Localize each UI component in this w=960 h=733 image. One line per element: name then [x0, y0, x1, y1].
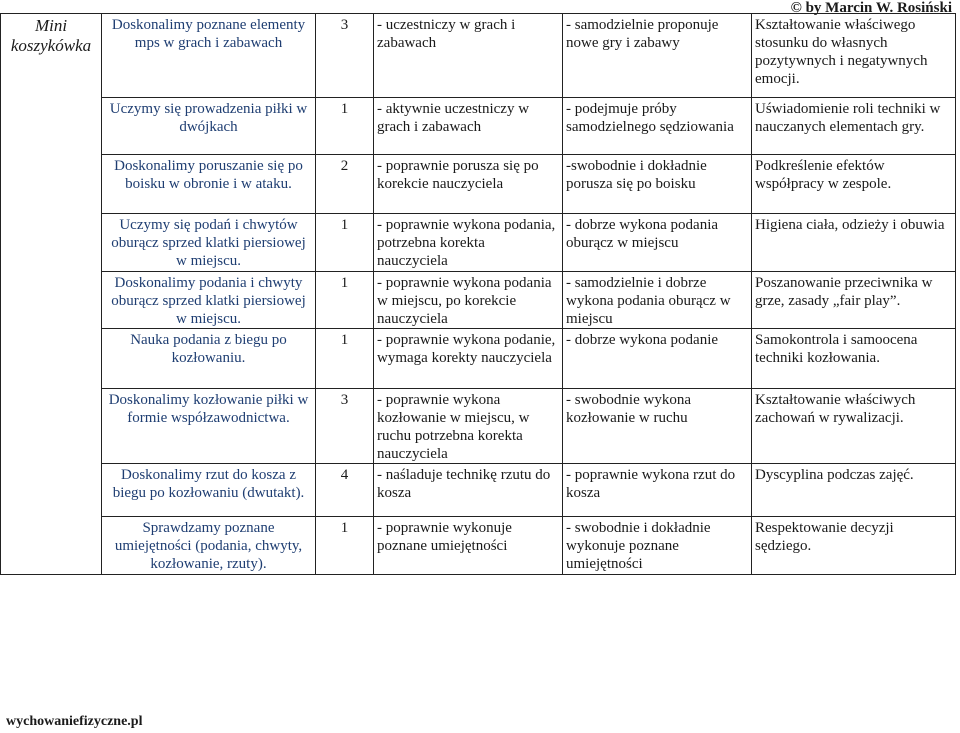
attitude-goals: Respektowanie decyzji sędziego.	[752, 517, 956, 575]
lesson-hours: 1	[316, 98, 374, 155]
basic-requirements: - poprawnie wykonuje poznane umiejętności	[374, 517, 563, 575]
lesson-topic: Doskonalimy kozłowanie piłki w formie współzawodnictwa.	[102, 389, 316, 464]
basic-requirements: - poprawnie wykona podanie, wymaga korekty nauczyciela	[374, 329, 563, 389]
lesson-topic: Doskonalimy poruszanie się po boisku w obronie i w ataku.	[102, 155, 316, 214]
extended-requirements: - samodzielnie i dobrze wykona podania oburącz w miejscu	[563, 272, 752, 329]
lesson-hours: 3	[316, 389, 374, 464]
module-name: Mini koszykówka	[1, 14, 102, 575]
lesson-hours: 1	[316, 272, 374, 329]
table-row	[1, 155, 956, 214]
basic-requirements: - poprawnie wykona podania, potrzebna korekta nauczyciela	[374, 214, 563, 272]
extended-requirements: - poprawnie wykona rzut do kosza	[563, 464, 752, 517]
extended-requirements: - dobrze wykona podanie	[563, 329, 752, 389]
author-credit: © by Marcin W. Rosiński	[790, 0, 952, 16]
basic-requirements: - poprawnie wykona podania w miejscu, po korekcie nauczyciela	[374, 272, 563, 329]
lesson-topic: Doskonalimy poznane elementy mps w grach i zabawach	[102, 14, 316, 98]
table-row	[1, 389, 956, 464]
extended-requirements: - samodzielnie proponuje nowe gry i zabawy	[563, 14, 752, 98]
lesson-plan-table	[0, 13, 956, 575]
table-row	[1, 517, 956, 575]
table-row	[1, 464, 956, 517]
attitude-goals: Kształtowanie właściwych zachowań w rywalizacji.	[752, 389, 956, 464]
lesson-topic: Uczymy się prowadzenia piłki w dwójkach	[102, 98, 316, 155]
basic-requirements: - uczestniczy w grach i zabawach	[374, 14, 563, 98]
lesson-hours: 1	[316, 517, 374, 575]
table-row	[1, 14, 956, 98]
lesson-hours: 4	[316, 464, 374, 517]
lesson-hours: 2	[316, 155, 374, 214]
lesson-hours: 1	[316, 214, 374, 272]
basic-requirements: - aktywnie uczestniczy w grach i zabawach	[374, 98, 563, 155]
lesson-hours: 3	[316, 14, 374, 98]
attitude-goals: Kształtowanie właściwego stosunku do własnych pozytywnych i negatywnych emocji.	[752, 14, 956, 98]
basic-requirements: - naśladuje technikę rzutu do kosza	[374, 464, 563, 517]
extended-requirements: - dobrze wykona podania oburącz w miejscu	[563, 214, 752, 272]
table-row	[1, 272, 956, 329]
extended-requirements: - swobodnie wykona kozłowanie w ruchu	[563, 389, 752, 464]
basic-requirements: - poprawnie wykona kozłowanie w miejscu, w ruchu potrzebna korekta nauczyciela	[374, 389, 563, 464]
lesson-topic: Sprawdzamy poznane umiejętności (podania, chwyty, kozłowanie, rzuty).	[102, 517, 316, 575]
basic-requirements: - poprawnie porusza się po korekcie nauczyciela	[374, 155, 563, 214]
attitude-goals: Dyscyplina podczas zajęć.	[752, 464, 956, 517]
extended-requirements: - podejmuje próby samodzielnego sędziowania	[563, 98, 752, 155]
attitude-goals: Higiena ciała, odzieży i obuwia	[752, 214, 956, 272]
extended-requirements: - swobodnie i dokładnie wykonuje poznane umiejętności	[563, 517, 752, 575]
extended-requirements: -swobodnie i dokładnie porusza się po boisku	[563, 155, 752, 214]
lesson-topic: Uczymy się podań i chwytów oburącz sprzed klatki piersiowej w miejscu.	[102, 214, 316, 272]
table-row	[1, 98, 956, 155]
lesson-topic: Doskonalimy rzut do kosza z biegu po kozłowaniu (dwutakt).	[102, 464, 316, 517]
attitude-goals: Podkreślenie efektów współpracy w zespole.	[752, 155, 956, 214]
lesson-topic: Doskonalimy podania i chwyty oburącz sprzed klatki piersiowej w miejscu.	[102, 272, 316, 329]
lesson-topic: Nauka podania z biegu po kozłowaniu.	[102, 329, 316, 389]
attitude-goals: Samokontrola i samoocena techniki kozłowania.	[752, 329, 956, 389]
table-row	[1, 329, 956, 389]
attitude-goals: Poszanowanie przeciwnika w grze, zasady „fair play”.	[752, 272, 956, 329]
lesson-hours: 1	[316, 329, 374, 389]
lesson-plan-body	[1, 14, 956, 575]
attitude-goals: Uświadomienie roli techniki w nauczanych elementach gry.	[752, 98, 956, 155]
footer-source: wychowaniefizyczne.pl	[6, 714, 143, 729]
table-row	[1, 214, 956, 272]
